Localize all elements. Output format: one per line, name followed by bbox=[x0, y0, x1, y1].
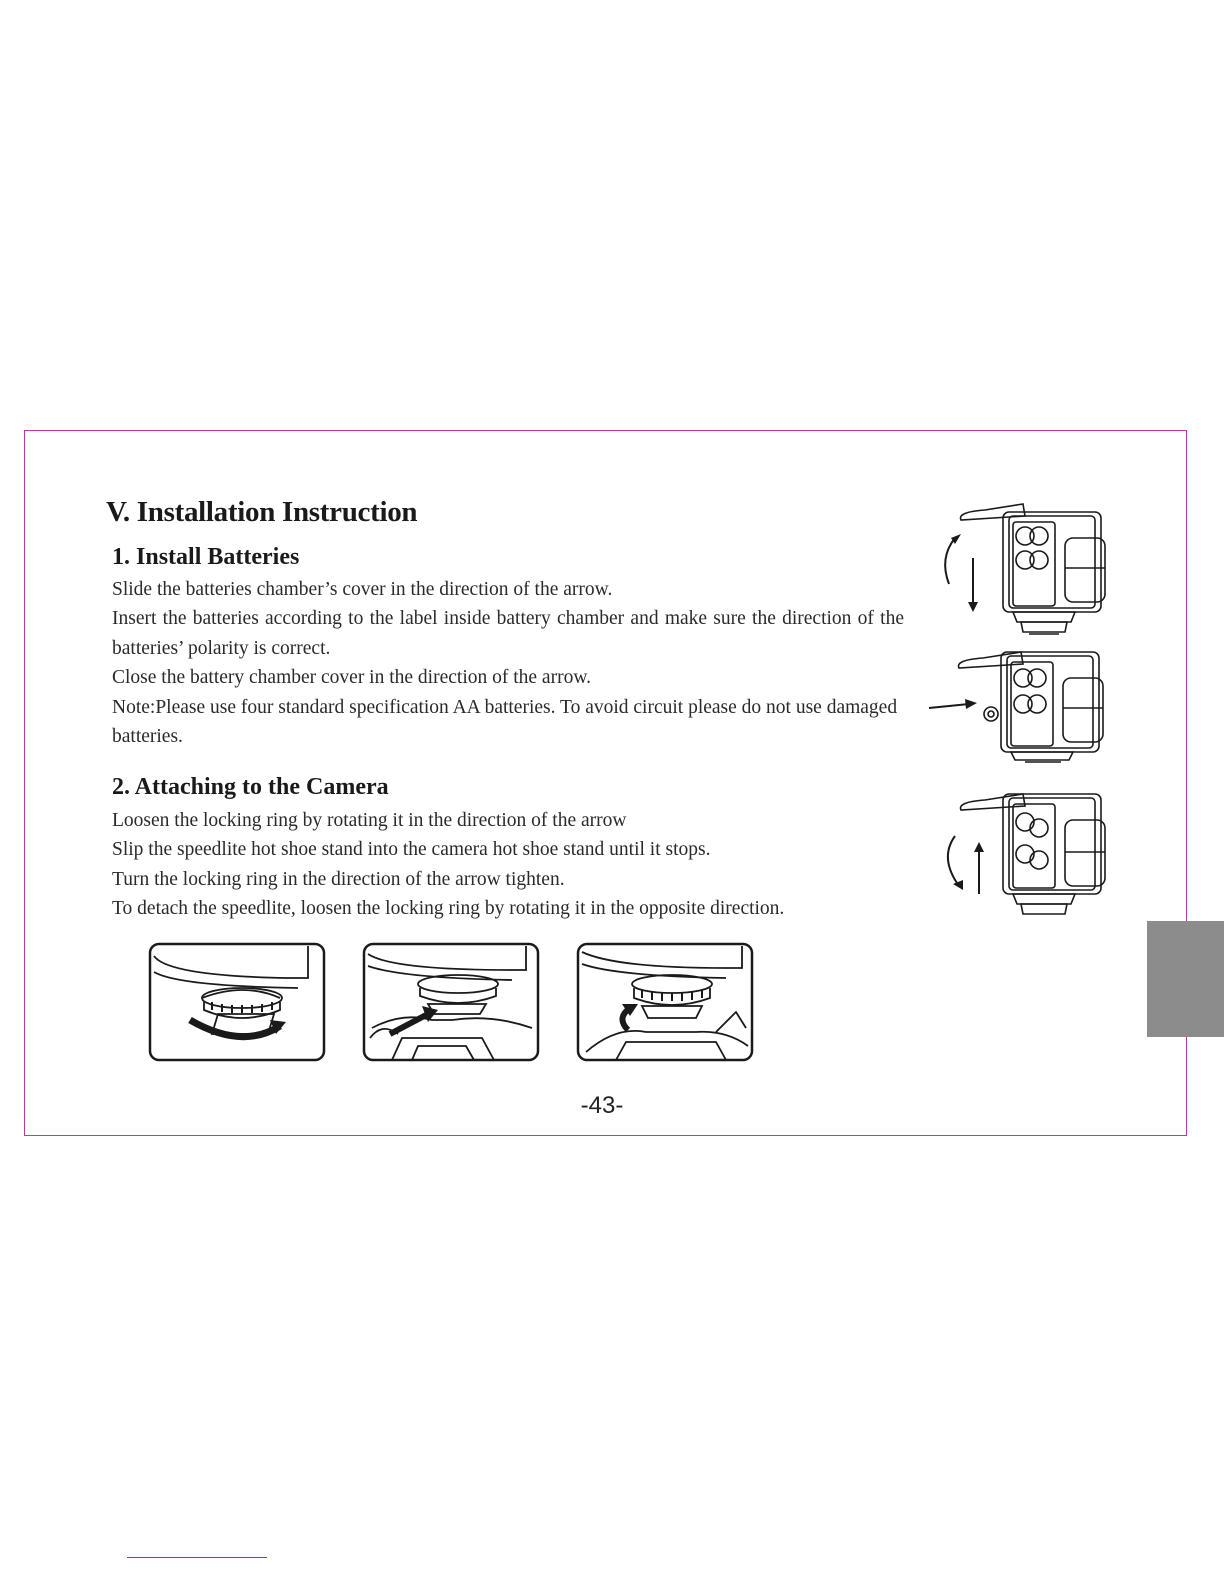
install-batteries-text bbox=[112, 575, 904, 751]
locking-ring-loosen-illustration bbox=[148, 942, 326, 1062]
locking-ring-tighten-illustration bbox=[576, 942, 754, 1062]
paragraph: Turn the locking ring in the direction of the arrow tighten. bbox=[112, 868, 565, 890]
battery-cover-close-illustration bbox=[925, 786, 1110, 918]
paragraph: Loosen the locking ring by rotating it in the direction of the arrow bbox=[112, 810, 627, 831]
battery-cover-open-illustration bbox=[925, 498, 1110, 638]
hot-shoe-slide-illustration bbox=[362, 942, 540, 1062]
footer-link-line bbox=[127, 1557, 267, 1558]
battery-insert-illustration bbox=[925, 642, 1110, 770]
paragraph: Slip the speedlite hot shoe stand into the camera hot shoe stand until it stops. bbox=[112, 839, 711, 861]
paragraph: Slide the batteries chamber’s cover in the direction of the arrow. bbox=[112, 579, 613, 600]
attaching-camera-heading: 2. Attaching to the Camera bbox=[112, 774, 389, 800]
attaching-camera-text bbox=[112, 806, 904, 924]
section-title: V. Installation Instruction bbox=[106, 496, 418, 528]
paragraph: To detach the speedlite, loosen the locking ring by rotating it in the opposite direction. bbox=[112, 898, 785, 920]
page-number: -43- bbox=[580, 1092, 624, 1119]
paragraph: Note:Please use four standard specification AA batteries. To avoid circuit please do not use damaged batteries. bbox=[112, 696, 898, 748]
side-tab bbox=[1147, 921, 1224, 1037]
install-batteries-heading: 1. Install Batteries bbox=[112, 544, 300, 570]
paragraph: Insert the batteries according to the label inside battery chamber and make sure the direction of the batteries’ polarity is correct. bbox=[112, 608, 904, 659]
paragraph: Close the battery chamber cover in the direction of the arrow. bbox=[112, 667, 592, 689]
